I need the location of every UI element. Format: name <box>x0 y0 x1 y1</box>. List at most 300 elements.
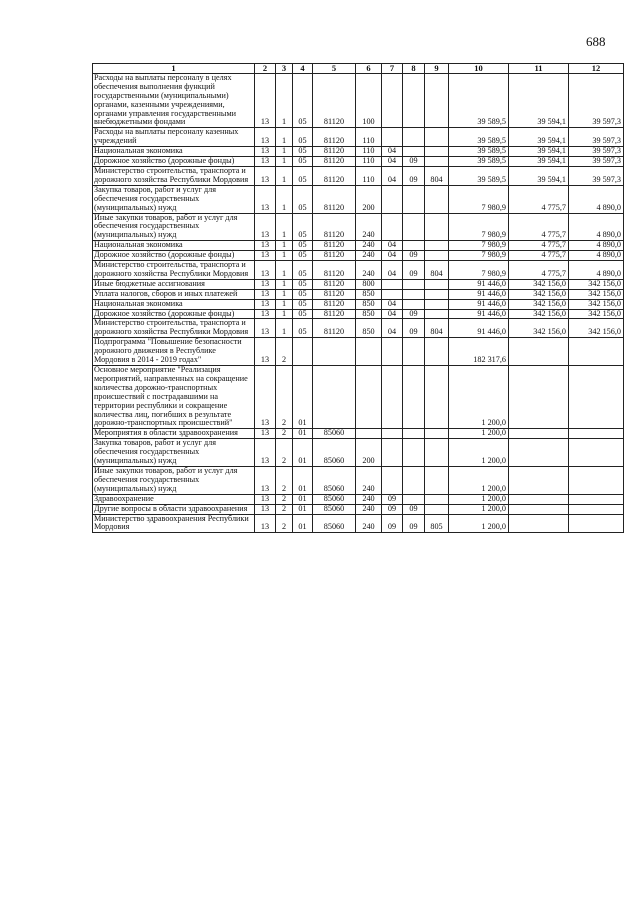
cell-ministry-admin <box>425 73 449 127</box>
cell-ministry-admin: 804 <box>425 166 449 185</box>
cell-section: 09 <box>382 494 403 504</box>
cell-direction-code: 81120 <box>313 166 356 185</box>
cell-direction-code: 81120 <box>313 309 356 319</box>
cell-direction-code: 81120 <box>313 147 356 157</box>
cell-amount-year-3: 342 156,0 <box>569 309 624 319</box>
cell-row-name: Иные закупки товаров, работ и услуг для обеспечения государственных (муниципальных) нужд <box>93 213 255 241</box>
cell-section <box>382 289 403 299</box>
cell-subsection: 09 <box>403 309 425 319</box>
cell-section <box>382 279 403 289</box>
cell-ministry-code: 13 <box>255 494 276 504</box>
cell-section: 04 <box>382 241 403 251</box>
cell-section <box>382 128 403 147</box>
cell-amount-year-2: 342 156,0 <box>509 289 569 299</box>
cell-ministry-code: 13 <box>255 319 276 338</box>
cell-section <box>382 366 403 429</box>
cell-amount-year-2: 4 775,7 <box>509 241 569 251</box>
cell-amount-year-2: 39 594,1 <box>509 157 569 167</box>
cell-row-name: Дорожное хозяйство (дорожные фонды) <box>93 251 255 261</box>
cell-ministry-admin <box>425 157 449 167</box>
cell-subsection <box>403 241 425 251</box>
cell-subprogram-code: 01 <box>293 439 313 467</box>
cell-section <box>382 338 403 366</box>
cell-amount-year-2: 4 775,7 <box>509 261 569 280</box>
col-header: 5 <box>313 64 356 74</box>
cell-ministry-code: 13 <box>255 279 276 289</box>
cell-amount-year-2: 39 594,1 <box>509 128 569 147</box>
cell-section: 04 <box>382 147 403 157</box>
cell-ministry-admin <box>425 185 449 213</box>
cell-row-name: Министерство здравоохранения Республики Мордовия <box>93 514 255 533</box>
cell-amount-year-3 <box>569 439 624 467</box>
cell-expense-type: 850 <box>356 319 382 338</box>
cell-amount-year-3 <box>569 504 624 514</box>
cell-amount-year-2 <box>509 494 569 504</box>
cell-program-code: 1 <box>276 261 293 280</box>
cell-direction-code: 85060 <box>313 429 356 439</box>
table-row <box>93 299 624 309</box>
cell-amount-year-1: 7 980,9 <box>449 185 509 213</box>
cell-expense-type: 200 <box>356 185 382 213</box>
cell-row-name: Уплата налогов, сборов и иных платежей <box>93 289 255 299</box>
cell-ministry-code: 13 <box>255 338 276 366</box>
cell-amount-year-3: 4 890,0 <box>569 251 624 261</box>
cell-direction-code: 81120 <box>313 185 356 213</box>
cell-program-code: 1 <box>276 73 293 127</box>
col-header: 9 <box>425 64 449 74</box>
cell-amount-year-2 <box>509 514 569 533</box>
cell-section <box>382 429 403 439</box>
cell-amount-year-3: 39 597,3 <box>569 73 624 127</box>
cell-subprogram-code: 05 <box>293 73 313 127</box>
cell-subprogram-code: 05 <box>293 241 313 251</box>
table-row <box>93 309 624 319</box>
cell-program-code: 2 <box>276 439 293 467</box>
cell-row-name: Национальная экономика <box>93 241 255 251</box>
cell-ministry-code: 13 <box>255 504 276 514</box>
table-row <box>93 514 624 533</box>
cell-ministry-admin <box>425 147 449 157</box>
table-row <box>93 439 624 467</box>
cell-subsection <box>403 73 425 127</box>
cell-expense-type: 240 <box>356 494 382 504</box>
cell-row-name: Национальная экономика <box>93 299 255 309</box>
cell-section: 09 <box>382 504 403 514</box>
table-row <box>93 157 624 167</box>
cell-ministry-admin <box>425 279 449 289</box>
cell-amount-year-3 <box>569 514 624 533</box>
cell-subprogram-code: 05 <box>293 185 313 213</box>
cell-amount-year-1: 91 446,0 <box>449 279 509 289</box>
col-header: 6 <box>356 64 382 74</box>
cell-program-code: 1 <box>276 166 293 185</box>
col-header: 12 <box>569 64 624 74</box>
cell-row-name: Мероприятия в области здравоохранения <box>93 429 255 439</box>
cell-ministry-admin <box>425 429 449 439</box>
cell-ministry-code: 13 <box>255 466 276 494</box>
table-row <box>93 213 624 241</box>
cell-amount-year-1: 1 200,0 <box>449 504 509 514</box>
cell-subprogram-code: 01 <box>293 494 313 504</box>
cell-row-name: Министерство строительства, транспорта и дорожного хозяйства Республики Мордовия <box>93 261 255 280</box>
cell-program-code: 2 <box>276 514 293 533</box>
cell-expense-type: 240 <box>356 514 382 533</box>
col-header: 2 <box>255 64 276 74</box>
cell-amount-year-3: 342 156,0 <box>569 289 624 299</box>
cell-subsection <box>403 466 425 494</box>
cell-amount-year-1: 91 446,0 <box>449 289 509 299</box>
cell-subprogram-code: 05 <box>293 319 313 338</box>
cell-amount-year-2 <box>509 429 569 439</box>
cell-amount-year-2 <box>509 338 569 366</box>
cell-row-name: Дорожное хозяйство (дорожные фонды) <box>93 157 255 167</box>
cell-subprogram-code: 05 <box>293 289 313 299</box>
table-body <box>93 73 624 532</box>
cell-ministry-admin <box>425 309 449 319</box>
cell-program-code: 2 <box>276 494 293 504</box>
table-row <box>93 504 624 514</box>
cell-subprogram-code: 05 <box>293 261 313 280</box>
cell-ministry-admin <box>425 494 449 504</box>
page-number: 688 <box>586 34 606 49</box>
cell-program-code: 2 <box>276 366 293 429</box>
cell-amount-year-2 <box>509 504 569 514</box>
cell-amount-year-3: 342 156,0 <box>569 319 624 338</box>
cell-ministry-admin <box>425 289 449 299</box>
cell-row-name: Закупка товаров, работ и услуг для обеспечения государственных (муниципальных) нужд <box>93 439 255 467</box>
cell-amount-year-3: 342 156,0 <box>569 279 624 289</box>
cell-subsection: 09 <box>403 251 425 261</box>
cell-row-name: Иные закупки товаров, работ и услуг для обеспечения государственных (муниципальных) нужд <box>93 466 255 494</box>
cell-ministry-admin <box>425 241 449 251</box>
cell-subprogram-code: 05 <box>293 299 313 309</box>
cell-amount-year-1: 39 589,5 <box>449 157 509 167</box>
cell-subsection: 09 <box>403 504 425 514</box>
cell-program-code: 2 <box>276 466 293 494</box>
cell-expense-type: 200 <box>356 439 382 467</box>
cell-amount-year-1: 91 446,0 <box>449 309 509 319</box>
cell-amount-year-3 <box>569 338 624 366</box>
table-row <box>93 289 624 299</box>
budget-table <box>92 63 624 533</box>
cell-direction-code: 81120 <box>313 128 356 147</box>
cell-direction-code: 81120 <box>313 213 356 241</box>
cell-section: 04 <box>382 157 403 167</box>
cell-ministry-code: 13 <box>255 73 276 127</box>
cell-amount-year-3 <box>569 466 624 494</box>
cell-amount-year-3 <box>569 429 624 439</box>
table-row <box>93 73 624 127</box>
cell-amount-year-1: 39 589,5 <box>449 166 509 185</box>
cell-direction-code <box>313 366 356 429</box>
cell-direction-code: 81120 <box>313 319 356 338</box>
cell-expense-type: 240 <box>356 241 382 251</box>
cell-amount-year-3: 39 597,3 <box>569 147 624 157</box>
col-header: 1 <box>93 64 255 74</box>
cell-subprogram-code <box>293 338 313 366</box>
cell-ministry-admin <box>425 299 449 309</box>
table-row <box>93 279 624 289</box>
cell-amount-year-2: 342 156,0 <box>509 299 569 309</box>
cell-subsection <box>403 213 425 241</box>
cell-amount-year-2: 39 594,1 <box>509 147 569 157</box>
cell-program-code: 1 <box>276 251 293 261</box>
cell-direction-code: 81120 <box>313 73 356 127</box>
cell-direction-code: 85060 <box>313 504 356 514</box>
cell-section <box>382 185 403 213</box>
cell-ministry-admin <box>425 366 449 429</box>
table-row <box>93 466 624 494</box>
cell-amount-year-1: 182 317,6 <box>449 338 509 366</box>
cell-amount-year-1: 7 980,9 <box>449 241 509 251</box>
cell-section: 04 <box>382 319 403 338</box>
table-row <box>93 251 624 261</box>
cell-subprogram-code: 05 <box>293 251 313 261</box>
cell-ministry-code: 13 <box>255 366 276 429</box>
cell-amount-year-1: 1 200,0 <box>449 494 509 504</box>
table-row <box>93 241 624 251</box>
cell-subsection <box>403 366 425 429</box>
cell-ministry-admin <box>425 439 449 467</box>
cell-amount-year-3: 39 597,3 <box>569 166 624 185</box>
cell-subsection <box>403 299 425 309</box>
cell-program-code: 2 <box>276 504 293 514</box>
cell-program-code: 1 <box>276 157 293 167</box>
cell-expense-type: 110 <box>356 166 382 185</box>
cell-program-code: 1 <box>276 279 293 289</box>
cell-expense-type: 240 <box>356 213 382 241</box>
col-header: 3 <box>276 64 293 74</box>
cell-direction-code: 85060 <box>313 514 356 533</box>
cell-ministry-code: 13 <box>255 185 276 213</box>
cell-subprogram-code: 05 <box>293 166 313 185</box>
cell-subsection <box>403 185 425 213</box>
cell-expense-type: 110 <box>356 128 382 147</box>
cell-ministry-admin: 804 <box>425 261 449 280</box>
cell-amount-year-1: 7 980,9 <box>449 261 509 280</box>
cell-amount-year-2: 342 156,0 <box>509 309 569 319</box>
cell-expense-type: 850 <box>356 289 382 299</box>
col-header: 10 <box>449 64 509 74</box>
cell-ministry-code: 13 <box>255 251 276 261</box>
cell-section <box>382 213 403 241</box>
table-row <box>93 429 624 439</box>
col-header: 4 <box>293 64 313 74</box>
cell-expense-type: 110 <box>356 157 382 167</box>
cell-ministry-code: 13 <box>255 166 276 185</box>
cell-row-name: Министерство строительства, транспорта и дорожного хозяйства Республики Мордовия <box>93 166 255 185</box>
cell-subprogram-code: 01 <box>293 504 313 514</box>
cell-subsection: 09 <box>403 166 425 185</box>
cell-subsection <box>403 429 425 439</box>
cell-amount-year-2 <box>509 466 569 494</box>
cell-amount-year-1: 1 200,0 <box>449 439 509 467</box>
cell-amount-year-1: 1 200,0 <box>449 366 509 429</box>
cell-amount-year-2: 4 775,7 <box>509 213 569 241</box>
table-row <box>93 128 624 147</box>
cell-program-code: 1 <box>276 319 293 338</box>
cell-subprogram-code: 05 <box>293 157 313 167</box>
cell-section: 04 <box>382 261 403 280</box>
cell-row-name: Здравоохранение <box>93 494 255 504</box>
cell-expense-type: 240 <box>356 466 382 494</box>
cell-program-code: 1 <box>276 147 293 157</box>
cell-section: 04 <box>382 299 403 309</box>
cell-section: 04 <box>382 309 403 319</box>
cell-ministry-code: 13 <box>255 299 276 309</box>
cell-program-code: 1 <box>276 213 293 241</box>
cell-amount-year-3: 39 597,3 <box>569 128 624 147</box>
cell-subsection: 09 <box>403 319 425 338</box>
cell-section: 09 <box>382 514 403 533</box>
col-header: 11 <box>509 64 569 74</box>
cell-row-name: Дорожное хозяйство (дорожные фонды) <box>93 309 255 319</box>
cell-direction-code: 81120 <box>313 241 356 251</box>
table-row <box>93 338 624 366</box>
cell-ministry-admin <box>425 128 449 147</box>
cell-subsection <box>403 279 425 289</box>
cell-direction-code: 81120 <box>313 157 356 167</box>
cell-ministry-code: 13 <box>255 514 276 533</box>
cell-ministry-code: 13 <box>255 157 276 167</box>
cell-section <box>382 73 403 127</box>
cell-direction-code: 81120 <box>313 279 356 289</box>
cell-amount-year-1: 39 589,5 <box>449 147 509 157</box>
cell-amount-year-2: 39 594,1 <box>509 166 569 185</box>
cell-amount-year-1: 39 589,5 <box>449 73 509 127</box>
cell-amount-year-2 <box>509 366 569 429</box>
cell-subprogram-code: 01 <box>293 366 313 429</box>
cell-program-code: 2 <box>276 338 293 366</box>
cell-amount-year-1: 1 200,0 <box>449 429 509 439</box>
cell-expense-type: 110 <box>356 147 382 157</box>
cell-row-name: Закупка товаров, работ и услуг для обеспечения государственных (муниципальных) нужд <box>93 185 255 213</box>
cell-direction-code: 81120 <box>313 299 356 309</box>
cell-ministry-code: 13 <box>255 309 276 319</box>
cell-subsection <box>403 494 425 504</box>
cell-program-code: 1 <box>276 128 293 147</box>
cell-amount-year-1: 7 980,9 <box>449 251 509 261</box>
cell-row-name: Иные бюджетные ассигнования <box>93 279 255 289</box>
cell-amount-year-3: 39 597,3 <box>569 157 624 167</box>
cell-subsection <box>403 439 425 467</box>
cell-direction-code: 81120 <box>313 289 356 299</box>
col-header: 8 <box>403 64 425 74</box>
cell-subprogram-code: 01 <box>293 429 313 439</box>
cell-program-code: 1 <box>276 289 293 299</box>
cell-amount-year-3 <box>569 494 624 504</box>
cell-ministry-admin: 804 <box>425 319 449 338</box>
cell-expense-type <box>356 366 382 429</box>
cell-row-name: Подпрограмма "Повышение безопасности дорожного движения в Республике Мордовия в 2014 - 2019 годах" <box>93 338 255 366</box>
cell-expense-type <box>356 429 382 439</box>
cell-amount-year-3: 4 890,0 <box>569 185 624 213</box>
cell-subprogram-code: 05 <box>293 279 313 289</box>
cell-ministry-code: 13 <box>255 261 276 280</box>
cell-subprogram-code: 05 <box>293 128 313 147</box>
cell-ministry-code: 13 <box>255 213 276 241</box>
cell-row-name: Расходы на выплаты персоналу казенных учреждений <box>93 128 255 147</box>
cell-expense-type: 100 <box>356 73 382 127</box>
cell-amount-year-1: 1 200,0 <box>449 466 509 494</box>
table-row <box>93 166 624 185</box>
cell-ministry-admin <box>425 251 449 261</box>
cell-direction-code: 81120 <box>313 261 356 280</box>
cell-program-code: 1 <box>276 309 293 319</box>
cell-program-code: 1 <box>276 241 293 251</box>
cell-subprogram-code: 05 <box>293 147 313 157</box>
cell-section: 04 <box>382 166 403 185</box>
cell-amount-year-1: 7 980,9 <box>449 213 509 241</box>
cell-amount-year-1: 1 200,0 <box>449 514 509 533</box>
cell-expense-type: 800 <box>356 279 382 289</box>
col-header: 7 <box>382 64 403 74</box>
cell-subsection <box>403 147 425 157</box>
cell-amount-year-2: 39 594,1 <box>509 73 569 127</box>
table-header-row <box>93 64 624 74</box>
cell-ministry-admin <box>425 213 449 241</box>
cell-direction-code: 81120 <box>313 251 356 261</box>
cell-program-code: 1 <box>276 185 293 213</box>
cell-amount-year-2: 342 156,0 <box>509 279 569 289</box>
cell-amount-year-2: 4 775,7 <box>509 185 569 213</box>
cell-amount-year-2: 4 775,7 <box>509 251 569 261</box>
cell-subprogram-code: 01 <box>293 514 313 533</box>
cell-direction-code: 85060 <box>313 466 356 494</box>
table-row <box>93 261 624 280</box>
cell-direction-code: 85060 <box>313 439 356 467</box>
cell-ministry-admin: 805 <box>425 514 449 533</box>
cell-ministry-code: 13 <box>255 439 276 467</box>
table-row <box>93 494 624 504</box>
cell-ministry-code: 13 <box>255 128 276 147</box>
cell-amount-year-3: 4 890,0 <box>569 241 624 251</box>
cell-expense-type: 240 <box>356 261 382 280</box>
cell-expense-type: 240 <box>356 251 382 261</box>
cell-expense-type: 850 <box>356 299 382 309</box>
table-row <box>93 366 624 429</box>
cell-section <box>382 466 403 494</box>
cell-row-name: Основное мероприятие "Реализация мероприятий, направленных на сокращение количества дорожно-транспортных происшествий с пострадавшими на территории республики и сокращение количества лиц, погибших в результате дорожно-транспортных происшествий" <box>93 366 255 429</box>
cell-subsection <box>403 289 425 299</box>
cell-amount-year-2 <box>509 439 569 467</box>
cell-row-name: Национальная экономика <box>93 147 255 157</box>
cell-subprogram-code: 05 <box>293 213 313 241</box>
cell-amount-year-3: 342 156,0 <box>569 299 624 309</box>
cell-amount-year-2: 342 156,0 <box>509 319 569 338</box>
cell-ministry-code: 13 <box>255 241 276 251</box>
cell-ministry-code: 13 <box>255 429 276 439</box>
cell-subsection: 09 <box>403 157 425 167</box>
cell-section <box>382 439 403 467</box>
cell-subprogram-code: 05 <box>293 309 313 319</box>
cell-row-name: Расходы на выплаты персоналу в целях обеспечения выполнения функций государственными (муниципальными) органами, казенными учреждениями, органами управления государственными внебюджетными фондами <box>93 73 255 127</box>
cell-direction-code: 85060 <box>313 494 356 504</box>
cell-ministry-code: 13 <box>255 147 276 157</box>
cell-amount-year-3: 4 890,0 <box>569 261 624 280</box>
cell-direction-code <box>313 338 356 366</box>
cell-amount-year-1: 91 446,0 <box>449 299 509 309</box>
cell-section: 04 <box>382 251 403 261</box>
table-row <box>93 319 624 338</box>
cell-ministry-admin <box>425 338 449 366</box>
cell-subsection: 09 <box>403 514 425 533</box>
cell-ministry-admin <box>425 466 449 494</box>
cell-row-name: Министерство строительства, транспорта и дорожного хозяйства Республики Мордовия <box>93 319 255 338</box>
table-row <box>93 147 624 157</box>
cell-program-code: 1 <box>276 299 293 309</box>
cell-ministry-admin <box>425 504 449 514</box>
